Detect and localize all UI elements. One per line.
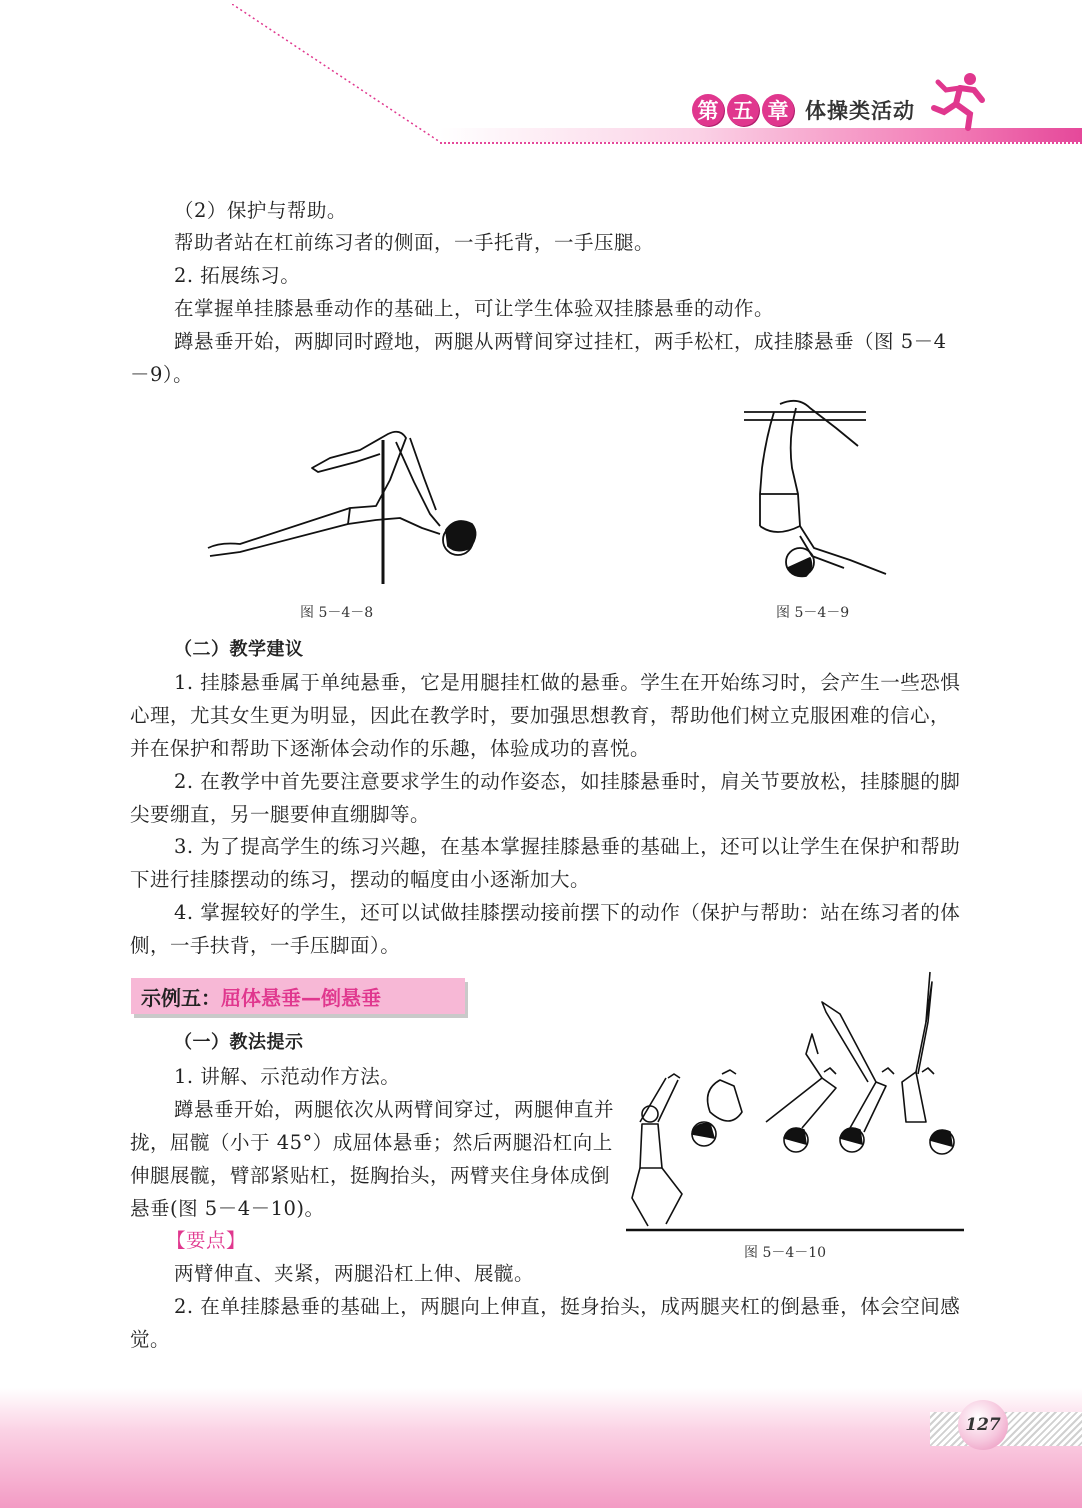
chapter-title: 体操类活动 bbox=[805, 99, 915, 123]
suggestion-3: 3. 为了提高学生的练习兴趣，在基本掌握挂膝悬垂的基础上，还可以让学生在保护和帮助下进行挂膝摆动的练习，摆动的幅度由小逐渐加大。 bbox=[130, 835, 961, 891]
method-2-desc: 2. 在单挂膝悬垂的基础上，两腿向上伸直，挺身抬头，成两腿夹杠的倒悬垂，体会空间感觉。 bbox=[130, 1295, 961, 1351]
suggestion-4: 4. 掌握较好的学生，还可以试做挂膝摆动接前摆下的动作（保护与帮助：站在练习者的体侧，一手扶背，一手压脚面）。 bbox=[130, 901, 961, 957]
header-dotted-line bbox=[232, 4, 492, 144]
runner-icon bbox=[930, 70, 990, 132]
figure-5-4-10-caption: 图 5－4－10 bbox=[744, 1245, 827, 1261]
header-dotted-underline bbox=[440, 142, 1082, 144]
chapter-heading bbox=[692, 92, 915, 128]
figure-5-4-9-caption: 图 5－4－9 bbox=[776, 605, 850, 621]
figure-5-4-10-illustration bbox=[626, 962, 966, 1234]
figure-5-4-8-illustration bbox=[200, 420, 490, 590]
chapter-badge-3: 章 bbox=[762, 94, 794, 126]
method-1-title: 1. 讲解、示范动作方法。 bbox=[174, 1065, 401, 1088]
section-teaching-suggestions-heading: （二）教学建议 bbox=[174, 639, 304, 660]
example-5-heading bbox=[131, 978, 465, 1014]
chapter-badge-2: 五 bbox=[727, 94, 759, 126]
section-teaching-method-heading: （一）教法提示 bbox=[174, 1032, 304, 1053]
method-1-desc: 蹲悬垂开始，两腿依次从两臂间穿过，两腿伸直并拢，屈髋（小于 45°）成屈体悬垂；然后两腿沿杠向上伸腿展髋，臂部紧贴杠，挺胸抬头，两臂夹住身体成倒悬垂(图 5－4－10)。 bbox=[130, 1098, 615, 1220]
paragraph-extension-intro: 在掌握单挂膝悬垂动作的基础上，可让学生体验双挂膝悬垂的动作。 bbox=[174, 297, 775, 320]
figure-5-4-9-illustration bbox=[740, 398, 890, 584]
key-points-label: 【要点】 bbox=[166, 1229, 247, 1252]
suggestion-1: 1. 挂膝悬垂属于单纯悬垂，它是用腿挂杠做的悬垂。学生在开始练习时，会产生一些恐惧心理，尤其女生更为明显，因此在教学时，要加强思想教育，帮助他们树立克服困难的信心，并在保护和帮助下逐渐体会动作的乐趣，体验成功的喜悦。 bbox=[130, 671, 961, 760]
paragraph-protection-desc: 帮助者站在杠前练习者的侧面，一手托背，一手压腿。 bbox=[174, 231, 655, 254]
key-points-text: 两臂伸直、夹紧，两腿沿杠上伸、展髋。 bbox=[174, 1262, 535, 1285]
footer-gradient bbox=[0, 1388, 1082, 1508]
paragraph-extension-method: 蹲悬垂开始，两脚同时蹬地，两腿从两臂间穿过挂杠，两手松杠，成挂膝悬垂（图 5－4－9）。 bbox=[130, 330, 947, 386]
paragraph-protection-title: （2）保护与帮助。 bbox=[174, 199, 347, 222]
page-number: 127 bbox=[958, 1400, 1008, 1450]
example-title: 屈体悬垂—倒悬垂 bbox=[221, 985, 381, 1010]
paragraph-extension-title: 2. 拓展练习。 bbox=[174, 264, 301, 287]
suggestion-2: 2. 在教学中首先要注意要求学生的动作姿态，如挂膝悬垂时，肩关节要放松，挂膝腿的脚尖要绷直，另一腿要伸直绷脚等。 bbox=[130, 770, 961, 826]
figure-5-4-8-caption: 图 5－4－8 bbox=[300, 605, 374, 621]
example-label: 示例五： bbox=[141, 985, 221, 1010]
chapter-badge-1: 第 bbox=[692, 94, 724, 126]
